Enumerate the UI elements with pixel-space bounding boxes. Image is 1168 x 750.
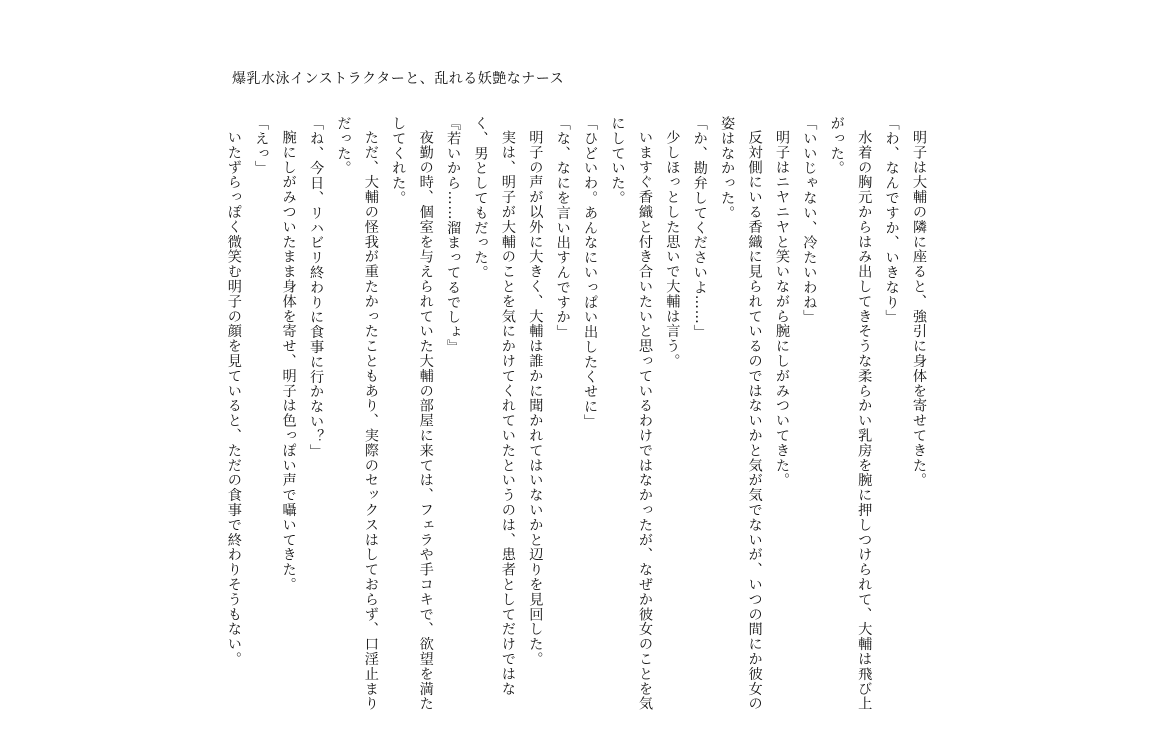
paragraph: いたずらっぽく微笑む明子の顔を見ていると、ただの食事で終わりそうもない。: [226, 130, 242, 667]
paragraph: 水着の胸元からはみ出してきそうな柔らかい乳房を腕に押しつけられて、大輔は飛び上がった。: [828, 116, 873, 712]
paragraph: 反対側にいる香織に見られているのではないかと気が気でないが、いつの間にか彼女の姿はなかった。: [719, 116, 763, 712]
dialogue-line: 「ね、今日、リハビリ終わりに食事に行かない？」: [308, 116, 325, 459]
dialogue-line: 「な、なにを言い出すんですか」: [554, 116, 571, 340]
dialogue-line: 「わ、なんですか、いきなり」: [883, 116, 900, 325]
paragraph: 実は、明子が大輔のことを気にかけてくれていたというのは、患者としてだけではなく、男としてもだった。: [472, 116, 516, 697]
paragraph: いますぐ香織と付き合いたいと思っているわけではなかったが、なぜか彼女のことを気にしていた。: [609, 116, 653, 712]
dialogue-line: 「えっ」: [253, 116, 270, 176]
paragraph: 明子は大輔の隣に座ると、強引に身体を寄せてきた。: [911, 130, 927, 488]
paragraph: 少しほっとした思いで大輔は言う。: [664, 130, 681, 369]
dialogue-line: 「か、勘弁してくださいよ……」: [691, 116, 708, 340]
paragraph: 夜勤の時、個室を与えられていた大輔の部屋に来ては、フェラや手コキで、欲望を満たしてくれた。: [390, 116, 434, 712]
paragraph: 腕にしがみついたまま身体を寄せ、明子は色っぽい声で囁いてきた。: [280, 130, 297, 593]
body-text: [226, 116, 932, 716]
running-title: 爆乳水泳インストラクターと、乱れる妖艶なナース: [232, 71, 565, 87]
paragraph: 明子はニヤニヤと笑いながら腕にしがみついてきた。: [773, 130, 790, 488]
dialogue-line: 「いいじゃない、冷たいわね」: [801, 116, 818, 325]
dialogue-line: 『若いから……溜まってるでしょ』: [445, 116, 462, 355]
paragraph: ただ、大輔の怪我が重たかったこともあり、実際のセックスはしておらず、口淫止まりだった。: [335, 116, 379, 712]
dialogue-line: 「ひどいわ。あんなにいっぱい出したくせに」: [582, 116, 599, 429]
paragraph: 明子の声が以外に大きく、大輔は誰かに聞かれてはいないかと辺りを見回した。: [527, 130, 544, 667]
